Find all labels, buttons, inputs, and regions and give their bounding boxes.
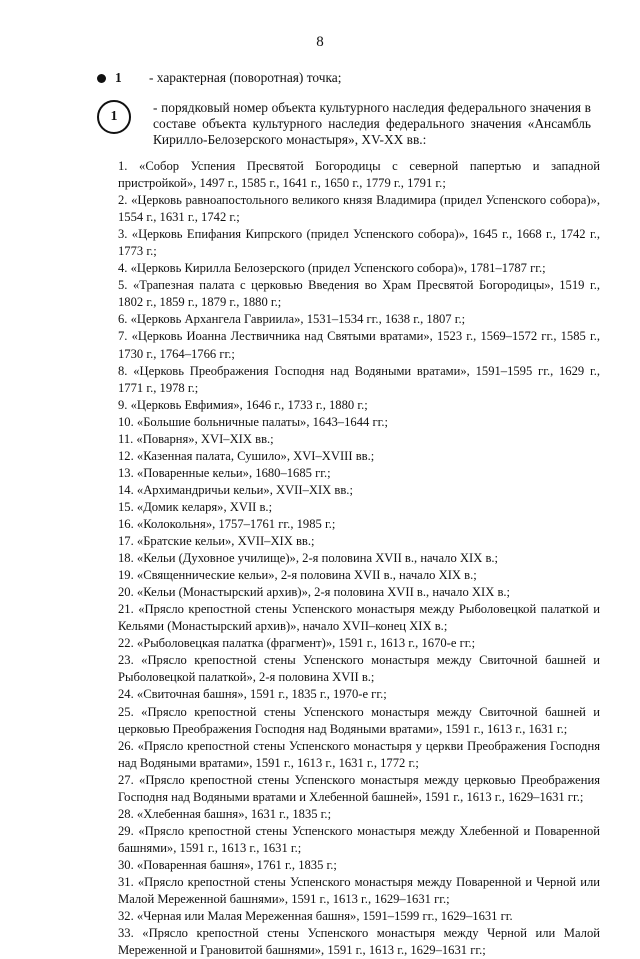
list-item: 6. «Церковь Архангела Гавриила», 1531–1534 гг., 1638 г., 1807 г.; <box>118 312 466 327</box>
list-item: 7. «Церковь Иоанна Лествичника над Святыми вратами», 1523 г., 1569–1572 гг., 1585 г., 1730 г., 1764–1766 гг.; <box>118 329 600 361</box>
list-item: 10. «Большие больничные палаты», 1643–1644 гг.; <box>118 414 388 429</box>
legend-object-number <box>97 96 597 152</box>
point-marker-icon <box>97 74 106 83</box>
list-item: 31. «Прясло крепостной стены Успенского монастыря между Поваренной и Черной или Малой Мереженной башнями», 1591 г., 1613 г., 1629–1631 гг.; <box>118 874 600 907</box>
list-item: 27. «Прясло крепостной стены Успенского монастыря между церковью Преображения Господня над Водяными вратами и Хлебенной башней», 1591 г., 1613 г., 1629–1631 гг.; <box>118 772 600 804</box>
list-item: 1. «Собор Успения Пресвятой Богородицы с северной папертью и западной пристройкой», 1497 г., 1585 г., 1641 г., 1650 г., 1779 г., 1791 г.; <box>118 159 600 191</box>
list-item: 18. «Кельи (Духовное училище)», 2-я половина XVII в., начало XIX в.; <box>118 551 499 566</box>
list-item: 20. «Кельи (Монастырский архив)», 2-я половина XVII в., начало XIX в.; <box>118 585 511 600</box>
list-item: 13. «Поваренные кельи», 1680–1685 гг.; <box>118 465 331 480</box>
list-item: 11. «Поварня», XVI–XIX вв.; <box>118 431 274 446</box>
list-item: 17. «Братские кельи», XVII–XIX вв.; <box>118 534 315 549</box>
heritage-object-list <box>118 158 600 959</box>
list-item: 3. «Церковь Епифания Кипрского (придел Успенского собора)», 1645 г., 1668 г., 1742 г., 1773 г.; <box>118 227 600 259</box>
point-marker-label: 1 <box>115 70 122 85</box>
list-item: 29. «Прясло крепостной стены Успенского монастыря между Хлебенной и Поваренной башнями», 1591 г., 1613 г., 1631 г.; <box>118 823 600 855</box>
list-item: 22. «Рыболовецкая палатка (фрагмент)», 1591 г., 1613 г., 1670-е гг.; <box>118 636 476 651</box>
legend-characteristic-point <box>97 70 597 88</box>
list-item: 32. «Черная или Малая Мереженная башня», 1591–1599 гг., 1629–1631 гг. <box>118 909 513 924</box>
point-marker-description: - характерная (поворотная) точка; <box>149 70 342 85</box>
list-item: 9. «Церковь Евфимия», 1646 г., 1733 г., 1880 г.; <box>118 397 368 412</box>
list-item: 25. «Прясло крепостной стены Успенского монастыря между Свиточной башней и церковью Преображения Господня над Водяными вратами», 1591 г., 1613 г., 1631 г.; <box>118 704 600 736</box>
list-item: 28. «Хлебенная башня», 1631 г., 1835 г.; <box>118 806 332 821</box>
list-item: 23. «Прясло крепостной стены Успенского монастыря между Свиточной башней и Рыболовецкой палаткой», 2-я половина XVII в.; <box>118 653 600 685</box>
list-item: 24. «Свиточная башня», 1591 г., 1835 г., 1970-е гг.; <box>118 687 387 702</box>
list-item: 26. «Прясло крепостной стены Успенского монастыря у церкви Преображения Господня над Водяными вратами», 1591 г., 1613 г., 1631 г., 1772 г.; <box>118 738 600 770</box>
list-item: 5. «Трапезная палата с церковью Введения во Храм Пресвятой Богородицы», 1519 г., 1802 г., 1859 г., 1879 г., 1880 г.; <box>118 278 600 310</box>
circled-number-icon: 1 <box>97 100 131 134</box>
list-item: 33. «Прясло крепостной стены Успенского монастыря между Черной или Малой Мереженной и Грановитой башнями», 1591 г., 1613 г., 1629–1631 гг.; <box>118 926 600 958</box>
list-item: 8. «Церковь Преображения Господня над Водяными вратами», 1591–1595 гг., 1629 г., 1771 г., 1978 г.; <box>118 363 600 395</box>
circled-number-description: - порядковый номер объекта культурного наследия федерального значения в составе объекта культурного наследия федерального значения «Ансамбль Кирилло-Белозерского монастыря», XV-XX вв.: <box>153 100 591 147</box>
list-item: 19. «Священнические кельи», 2-я половина XVII в., начало XIX в.; <box>118 568 477 583</box>
page-number: 8 <box>316 34 324 50</box>
list-item: 15. «Домик келаря», XVII в.; <box>118 499 273 514</box>
list-item: 2. «Церковь равноапостольного великого князя Владимира (придел Успенского собора)», 1554 г., 1631 г., 1742 г.; <box>118 193 600 225</box>
list-item: 21. «Прясло крепостной стены Успенского монастыря между Рыболовецкой палаткой и Кельями (Монастырский архив)», начало XVII–конец XIX в.; <box>118 602 600 634</box>
list-item: 12. «Казенная палата, Сушило», XVI–XVIII вв.; <box>118 448 375 463</box>
list-item: 30. «Поваренная башня», 1761 г., 1835 г.; <box>118 857 337 872</box>
list-item: 4. «Церковь Кирилла Белозерского (придел Успенского собора)», 1781–1787 гг.; <box>118 261 546 276</box>
list-item: 16. «Колокольня», 1757–1761 гг., 1985 г.; <box>118 516 336 531</box>
list-item: 14. «Архимандричьи кельи», XVII–XIX вв.; <box>118 482 353 497</box>
